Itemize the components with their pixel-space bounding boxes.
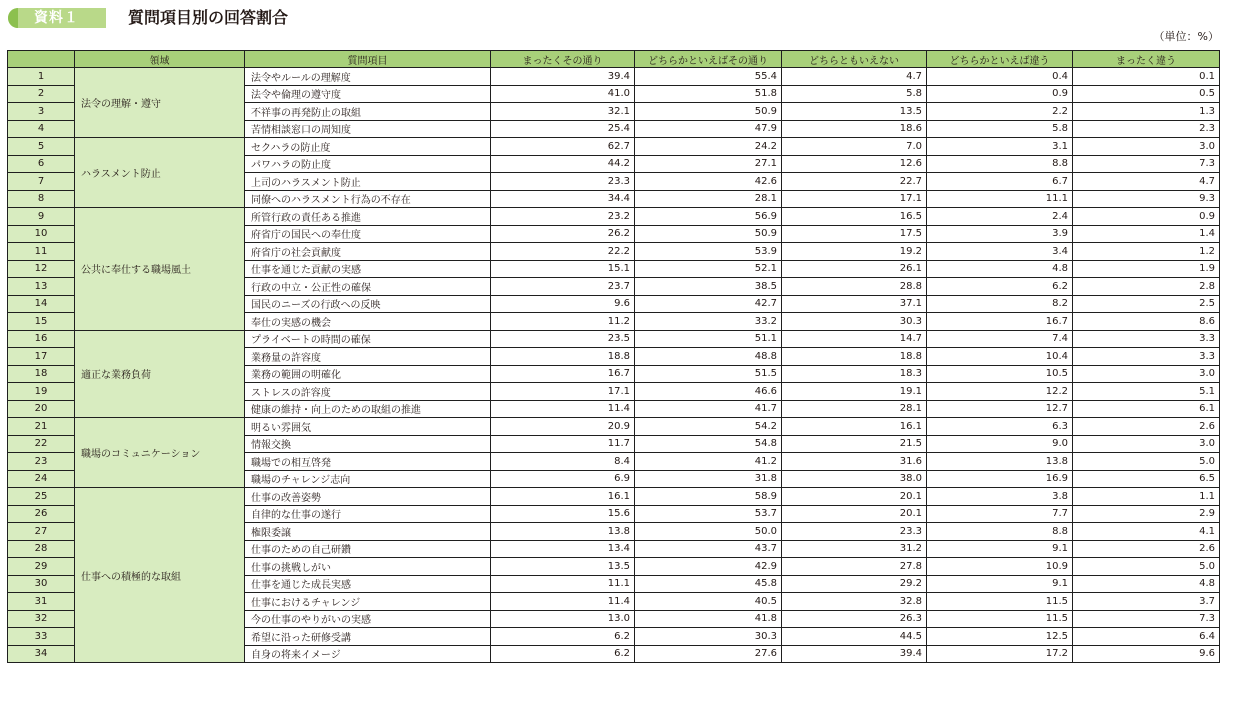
row-number: 24 <box>8 470 75 488</box>
row-number: 14 <box>8 295 75 313</box>
percent-cell: 2.3 <box>1073 120 1220 138</box>
percent-cell: 16.1 <box>491 488 635 506</box>
percent-cell: 4.7 <box>782 68 927 86</box>
percent-cell: 21.5 <box>782 435 927 453</box>
percent-cell: 27.1 <box>635 155 782 173</box>
row-number: 3 <box>8 103 75 121</box>
percent-cell: 42.9 <box>635 558 782 576</box>
percent-cell: 11.1 <box>491 575 635 593</box>
percent-cell: 23.5 <box>491 330 635 348</box>
percent-cell: 3.9 <box>927 225 1073 243</box>
percent-cell: 45.8 <box>635 575 782 593</box>
percent-cell: 7.0 <box>782 138 927 156</box>
percent-cell: 5.0 <box>1073 453 1220 471</box>
percent-cell: 10.5 <box>927 365 1073 383</box>
question-item: 苦情相談窓口の周知度 <box>245 120 491 138</box>
percent-cell: 9.6 <box>491 295 635 313</box>
percent-cell: 4.1 <box>1073 523 1220 541</box>
percent-cell: 2.6 <box>1073 540 1220 558</box>
percent-cell: 0.5 <box>1073 85 1220 103</box>
percent-cell: 17.2 <box>927 645 1073 663</box>
percent-cell: 9.1 <box>927 540 1073 558</box>
row-number: 22 <box>8 435 75 453</box>
percent-cell: 9.3 <box>1073 190 1220 208</box>
percent-cell: 31.2 <box>782 540 927 558</box>
percent-cell: 51.5 <box>635 365 782 383</box>
row-number: 34 <box>8 645 75 663</box>
percent-cell: 24.2 <box>635 138 782 156</box>
percent-cell: 0.4 <box>927 68 1073 86</box>
percent-cell: 62.7 <box>491 138 635 156</box>
percent-cell: 6.2 <box>927 278 1073 296</box>
percent-cell: 6.2 <box>491 645 635 663</box>
row-number: 20 <box>8 400 75 418</box>
percent-cell: 10.4 <box>927 348 1073 366</box>
percent-cell: 22.7 <box>782 173 927 191</box>
row-number: 21 <box>8 418 75 436</box>
row-number: 18 <box>8 365 75 383</box>
percent-cell: 14.7 <box>782 330 927 348</box>
percent-cell: 8.2 <box>927 295 1073 313</box>
percent-cell: 54.2 <box>635 418 782 436</box>
percent-cell: 32.8 <box>782 593 927 611</box>
area-cell: 職場のコミュニケーション <box>75 418 245 488</box>
area-cell: 法令の理解・遵守 <box>75 68 245 138</box>
header-neutral: どちらともいえない <box>782 51 927 68</box>
header-area: 領域 <box>75 51 245 68</box>
percent-cell: 5.0 <box>1073 558 1220 576</box>
percent-cell: 12.2 <box>927 383 1073 401</box>
row-number: 31 <box>8 593 75 611</box>
question-item: 同僚へのハラスメント行為の不存在 <box>245 190 491 208</box>
question-item: 業務量の許容度 <box>245 348 491 366</box>
percent-cell: 2.6 <box>1073 418 1220 436</box>
percent-cell: 12.7 <box>927 400 1073 418</box>
percent-cell: 3.8 <box>927 488 1073 506</box>
percent-cell: 54.8 <box>635 435 782 453</box>
percent-cell: 28.1 <box>635 190 782 208</box>
row-number: 11 <box>8 243 75 261</box>
percent-cell: 2.8 <box>1073 278 1220 296</box>
question-item: 府省庁の国民への奉仕度 <box>245 225 491 243</box>
percent-cell: 9.6 <box>1073 645 1220 663</box>
row-number: 25 <box>8 488 75 506</box>
percent-cell: 18.3 <box>782 365 927 383</box>
percent-cell: 52.1 <box>635 260 782 278</box>
percent-cell: 0.9 <box>1073 208 1220 226</box>
percent-cell: 23.7 <box>491 278 635 296</box>
question-item: 今の仕事のやりがいの実感 <box>245 610 491 628</box>
percent-cell: 5.8 <box>782 85 927 103</box>
percent-cell: 11.4 <box>491 400 635 418</box>
row-number: 32 <box>8 610 75 628</box>
percent-cell: 12.6 <box>782 155 927 173</box>
question-item: プライベートの時間の確保 <box>245 330 491 348</box>
percent-cell: 32.1 <box>491 103 635 121</box>
percent-cell: 12.5 <box>927 628 1073 646</box>
question-item: 権限委譲 <box>245 523 491 541</box>
percent-cell: 11.5 <box>927 593 1073 611</box>
percent-cell: 50.9 <box>635 103 782 121</box>
percent-cell: 53.9 <box>635 243 782 261</box>
percent-cell: 13.8 <box>927 453 1073 471</box>
percent-cell: 31.6 <box>782 453 927 471</box>
header-strongly-agree: まったくその通り <box>491 51 635 68</box>
row-number: 8 <box>8 190 75 208</box>
percent-cell: 27.6 <box>635 645 782 663</box>
question-item: 法令や倫理の遵守度 <box>245 85 491 103</box>
question-item: 上司のハラスメント防止 <box>245 173 491 191</box>
percent-cell: 39.4 <box>782 645 927 663</box>
row-number: 16 <box>8 330 75 348</box>
row-number: 10 <box>8 225 75 243</box>
percent-cell: 7.7 <box>927 505 1073 523</box>
percent-cell: 39.4 <box>491 68 635 86</box>
percent-cell: 6.9 <box>491 470 635 488</box>
percent-cell: 7.3 <box>1073 610 1220 628</box>
percent-cell: 9.0 <box>927 435 1073 453</box>
table-row <box>8 208 1220 226</box>
page-header <box>8 6 608 30</box>
percent-cell: 16.1 <box>782 418 927 436</box>
percent-cell: 4.8 <box>927 260 1073 278</box>
percent-cell: 8.6 <box>1073 313 1220 331</box>
percent-cell: 19.2 <box>782 243 927 261</box>
question-item: 自律的な仕事の遂行 <box>245 505 491 523</box>
question-item: 仕事の挑戦しがい <box>245 558 491 576</box>
percent-cell: 28.8 <box>782 278 927 296</box>
percent-cell: 19.1 <box>782 383 927 401</box>
percent-cell: 15.6 <box>491 505 635 523</box>
percent-cell: 56.9 <box>635 208 782 226</box>
header-row <box>8 51 1220 68</box>
percent-cell: 58.9 <box>635 488 782 506</box>
row-number: 17 <box>8 348 75 366</box>
percent-cell: 0.9 <box>927 85 1073 103</box>
percent-cell: 53.7 <box>635 505 782 523</box>
percent-cell: 6.4 <box>1073 628 1220 646</box>
percent-cell: 0.1 <box>1073 68 1220 86</box>
table-row <box>8 138 1220 156</box>
percent-cell: 51.1 <box>635 330 782 348</box>
percent-cell: 5.1 <box>1073 383 1220 401</box>
row-number: 19 <box>8 383 75 401</box>
question-item: 仕事を通じた貢献の実感 <box>245 260 491 278</box>
question-item: 不祥事の再発防止の取組 <box>245 103 491 121</box>
row-number: 9 <box>8 208 75 226</box>
row-number: 23 <box>8 453 75 471</box>
question-item: 仕事の改善姿勢 <box>245 488 491 506</box>
table-row <box>8 68 1220 86</box>
row-number: 28 <box>8 540 75 558</box>
percent-cell: 1.2 <box>1073 243 1220 261</box>
percent-cell: 11.7 <box>491 435 635 453</box>
response-table <box>7 50 1220 663</box>
row-number: 1 <box>8 68 75 86</box>
percent-cell: 41.2 <box>635 453 782 471</box>
percent-cell: 29.2 <box>782 575 927 593</box>
question-item: 業務の範囲の明確化 <box>245 365 491 383</box>
unit-note: （単位：%） <box>1153 30 1219 43</box>
percent-cell: 17.1 <box>491 383 635 401</box>
page-title: 質問項目別の回答割合 <box>128 8 289 27</box>
table-body <box>8 68 1220 663</box>
percent-cell: 23.2 <box>491 208 635 226</box>
percent-cell: 55.4 <box>635 68 782 86</box>
percent-cell: 20.9 <box>491 418 635 436</box>
percent-cell: 3.3 <box>1073 330 1220 348</box>
percent-cell: 6.7 <box>927 173 1073 191</box>
percent-cell: 43.7 <box>635 540 782 558</box>
question-item: 仕事のための自己研鑽 <box>245 540 491 558</box>
percent-cell: 6.1 <box>1073 400 1220 418</box>
row-number: 5 <box>8 138 75 156</box>
percent-cell: 46.6 <box>635 383 782 401</box>
percent-cell: 4.7 <box>1073 173 1220 191</box>
row-number: 6 <box>8 155 75 173</box>
percent-cell: 16.9 <box>927 470 1073 488</box>
percent-cell: 15.1 <box>491 260 635 278</box>
header-somewhat-agree: どちらかといえばその通り <box>635 51 782 68</box>
percent-cell: 28.1 <box>782 400 927 418</box>
percent-cell: 2.9 <box>1073 505 1220 523</box>
question-item: 奉仕の実感の機会 <box>245 313 491 331</box>
question-item: 自身の将来イメージ <box>245 645 491 663</box>
percent-cell: 23.3 <box>782 523 927 541</box>
percent-cell: 44.2 <box>491 155 635 173</box>
percent-cell: 16.5 <box>782 208 927 226</box>
percent-cell: 40.5 <box>635 593 782 611</box>
percent-cell: 13.8 <box>491 523 635 541</box>
percent-cell: 17.5 <box>782 225 927 243</box>
table-row <box>8 418 1220 436</box>
row-number: 27 <box>8 523 75 541</box>
percent-cell: 27.8 <box>782 558 927 576</box>
percent-cell: 3.0 <box>1073 435 1220 453</box>
percent-cell: 23.3 <box>491 173 635 191</box>
percent-cell: 1.9 <box>1073 260 1220 278</box>
question-item: 仕事におけるチャレンジ <box>245 593 491 611</box>
area-cell: ハラスメント防止 <box>75 138 245 208</box>
percent-cell: 11.2 <box>491 313 635 331</box>
percent-cell: 3.0 <box>1073 365 1220 383</box>
percent-cell: 42.6 <box>635 173 782 191</box>
percent-cell: 20.1 <box>782 505 927 523</box>
percent-cell: 16.7 <box>491 365 635 383</box>
percent-cell: 11.1 <box>927 190 1073 208</box>
area-cell: 公共に奉仕する職場風土 <box>75 208 245 331</box>
row-number: 30 <box>8 575 75 593</box>
header-item: 質問項目 <box>245 51 491 68</box>
percent-cell: 13.4 <box>491 540 635 558</box>
question-item: 明るい雰囲気 <box>245 418 491 436</box>
percent-cell: 4.8 <box>1073 575 1220 593</box>
row-number: 13 <box>8 278 75 296</box>
percent-cell: 38.0 <box>782 470 927 488</box>
percent-cell: 16.7 <box>927 313 1073 331</box>
percent-cell: 6.5 <box>1073 470 1220 488</box>
percent-cell: 26.1 <box>782 260 927 278</box>
question-item: 所管行政の責任ある推進 <box>245 208 491 226</box>
percent-cell: 3.7 <box>1073 593 1220 611</box>
percent-cell: 17.1 <box>782 190 927 208</box>
question-item: 希望に沿った研修受講 <box>245 628 491 646</box>
percent-cell: 11.4 <box>491 593 635 611</box>
percent-cell: 18.6 <box>782 120 927 138</box>
percent-cell: 38.5 <box>635 278 782 296</box>
percent-cell: 47.9 <box>635 120 782 138</box>
percent-cell: 1.1 <box>1073 488 1220 506</box>
percent-cell: 8.8 <box>927 523 1073 541</box>
table-row <box>8 330 1220 348</box>
percent-cell: 41.7 <box>635 400 782 418</box>
percent-cell: 30.3 <box>635 628 782 646</box>
area-cell: 適正な業務負荷 <box>75 330 245 418</box>
percent-cell: 13.0 <box>491 610 635 628</box>
question-item: 法令やルールの理解度 <box>245 68 491 86</box>
percent-cell: 2.4 <box>927 208 1073 226</box>
header-number <box>8 51 75 68</box>
question-item: 職場のチャレンジ志向 <box>245 470 491 488</box>
percent-cell: 6.2 <box>491 628 635 646</box>
percent-cell: 9.1 <box>927 575 1073 593</box>
percent-cell: 3.1 <box>927 138 1073 156</box>
row-number: 4 <box>8 120 75 138</box>
row-number: 7 <box>8 173 75 191</box>
percent-cell: 31.8 <box>635 470 782 488</box>
percent-cell: 25.4 <box>491 120 635 138</box>
question-item: 職場での相互啓発 <box>245 453 491 471</box>
percent-cell: 44.5 <box>782 628 927 646</box>
percent-cell: 3.4 <box>927 243 1073 261</box>
percent-cell: 37.1 <box>782 295 927 313</box>
percent-cell: 33.2 <box>635 313 782 331</box>
row-number: 2 <box>8 85 75 103</box>
question-item: 府省庁の社会貢献度 <box>245 243 491 261</box>
question-item: 国民のニーズの行政への反映 <box>245 295 491 313</box>
percent-cell: 26.2 <box>491 225 635 243</box>
percent-cell: 41.8 <box>635 610 782 628</box>
percent-cell: 13.5 <box>491 558 635 576</box>
percent-cell: 22.2 <box>491 243 635 261</box>
percent-cell: 8.8 <box>927 155 1073 173</box>
percent-cell: 18.8 <box>782 348 927 366</box>
percent-cell: 34.4 <box>491 190 635 208</box>
percent-cell: 8.4 <box>491 453 635 471</box>
percent-cell: 2.5 <box>1073 295 1220 313</box>
percent-cell: 10.9 <box>927 558 1073 576</box>
row-number: 12 <box>8 260 75 278</box>
percent-cell: 11.5 <box>927 610 1073 628</box>
percent-cell: 13.5 <box>782 103 927 121</box>
percent-cell: 1.4 <box>1073 225 1220 243</box>
percent-cell: 7.3 <box>1073 155 1220 173</box>
percent-cell: 30.3 <box>782 313 927 331</box>
table-row <box>8 488 1220 506</box>
row-number: 33 <box>8 628 75 646</box>
percent-cell: 51.8 <box>635 85 782 103</box>
question-item: セクハラの防止度 <box>245 138 491 156</box>
material-badge: 資料１ <box>8 8 106 28</box>
percent-cell: 50.9 <box>635 225 782 243</box>
row-number: 15 <box>8 313 75 331</box>
row-number: 29 <box>8 558 75 576</box>
percent-cell: 6.3 <box>927 418 1073 436</box>
percent-cell: 3.0 <box>1073 138 1220 156</box>
header-strongly-disagree: まったく違う <box>1073 51 1220 68</box>
percent-cell: 26.3 <box>782 610 927 628</box>
percent-cell: 18.8 <box>491 348 635 366</box>
percent-cell: 1.3 <box>1073 103 1220 121</box>
percent-cell: 48.8 <box>635 348 782 366</box>
question-item: パワハラの防止度 <box>245 155 491 173</box>
percent-cell: 3.3 <box>1073 348 1220 366</box>
question-item: 情報交換 <box>245 435 491 453</box>
question-item: 健康の維持・向上のための取組の推進 <box>245 400 491 418</box>
question-item: 仕事を通じた成長実感 <box>245 575 491 593</box>
row-number: 26 <box>8 505 75 523</box>
percent-cell: 42.7 <box>635 295 782 313</box>
percent-cell: 2.2 <box>927 103 1073 121</box>
percent-cell: 20.1 <box>782 488 927 506</box>
question-item: ストレスの許容度 <box>245 383 491 401</box>
area-cell: 仕事への積極的な取組 <box>75 488 245 663</box>
percent-cell: 5.8 <box>927 120 1073 138</box>
header-somewhat-disagree: どちらかといえば違う <box>927 51 1073 68</box>
question-item: 行政の中立・公正性の確保 <box>245 278 491 296</box>
percent-cell: 7.4 <box>927 330 1073 348</box>
percent-cell: 41.0 <box>491 85 635 103</box>
percent-cell: 50.0 <box>635 523 782 541</box>
